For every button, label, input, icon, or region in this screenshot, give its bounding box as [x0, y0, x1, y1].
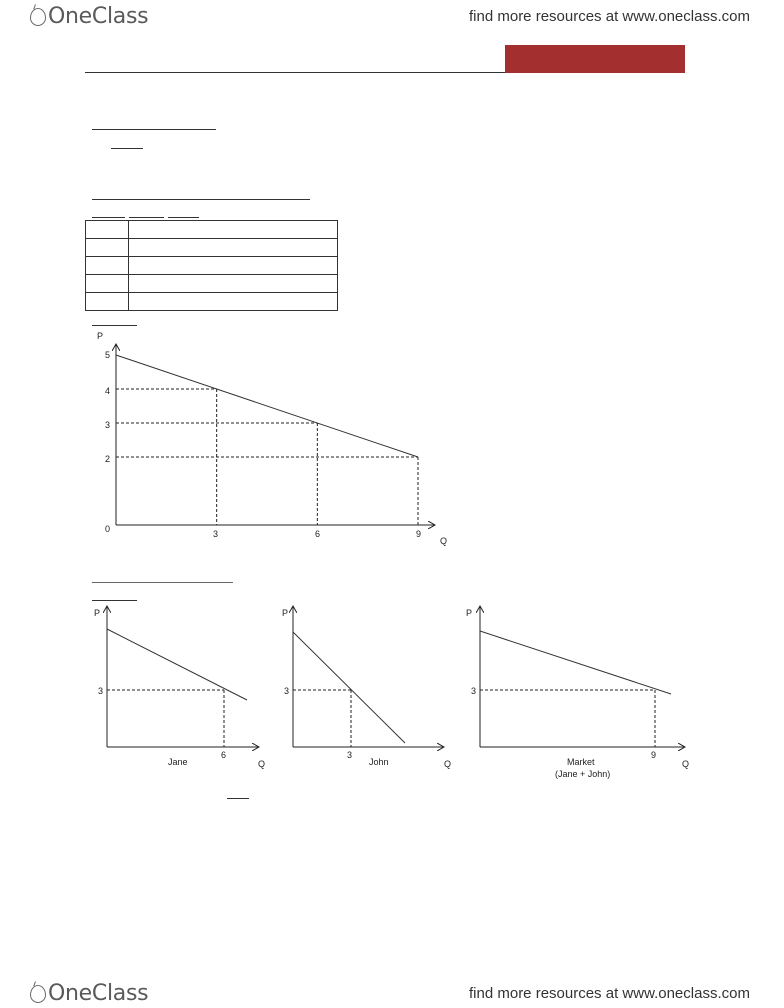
table-cell: [86, 275, 129, 293]
jane-caption: Jane: [168, 757, 188, 767]
table-row: [86, 275, 338, 293]
figure-underline-2: [92, 600, 137, 601]
market-demand-line: [480, 631, 671, 694]
john-x-axis-label: Q: [444, 759, 452, 769]
oneclass-logo-icon: [30, 8, 46, 26]
table-cell: [86, 239, 129, 257]
john-y-axis-label: P: [282, 608, 289, 618]
table-cell: [129, 221, 338, 239]
title-bar: [505, 45, 685, 73]
market-y-tick-label: 3: [471, 686, 477, 696]
oneclass-logo-icon: [30, 985, 46, 1003]
header-logo-text: OneClass: [48, 4, 149, 29]
market-caption-line1: Market: [567, 757, 595, 767]
section-underline-2: [92, 582, 233, 583]
john-demand-line: [293, 632, 405, 743]
table-row: [86, 239, 338, 257]
main-y-axis-label: P: [97, 331, 104, 341]
header-rule: [85, 72, 505, 73]
term-underline: [111, 148, 143, 149]
column-underline-2: [129, 217, 164, 218]
market-x-axis-label: Q: [682, 759, 690, 769]
market-caption-line2: (Jane + John): [555, 769, 611, 779]
jane-y-axis-label: P: [94, 608, 101, 618]
table-cell: [86, 221, 129, 239]
main-x-axis-label: Q: [440, 536, 448, 546]
jane-x-tick-label: 6: [221, 750, 227, 760]
table-cell: [86, 257, 129, 275]
john-y-tick-label: 3: [284, 686, 290, 696]
jane-y-tick-label: 3: [98, 686, 104, 696]
header-tagline[interactable]: find more resources at www.oneclass.com: [469, 8, 750, 25]
table-cell: [86, 293, 129, 311]
jane-x-axis-label: Q: [258, 759, 266, 769]
header-logo[interactable]: [30, 4, 148, 29]
note-underline: [227, 798, 249, 799]
main-y-tick-label: 5: [105, 350, 111, 360]
john-x-tick-label: 3: [347, 750, 353, 760]
column-underline-1: [92, 217, 125, 218]
main-x-tick-label: 3: [213, 529, 219, 539]
section-underline: [92, 199, 310, 200]
main-origin-label: 0: [105, 524, 111, 534]
table-row: [86, 257, 338, 275]
data-table: [85, 220, 338, 311]
john-caption: John: [369, 757, 389, 767]
footer-tagline[interactable]: find more resources at www.oneclass.com: [469, 985, 750, 1002]
table-cell: [129, 257, 338, 275]
column-underline-3: [168, 217, 199, 218]
footer-logo[interactable]: [30, 981, 148, 1006]
table-row: [86, 293, 338, 311]
main-y-tick-label: 3: [105, 420, 111, 430]
market-x-tick-label: 9: [651, 750, 657, 760]
main-y-tick-label: 4: [105, 386, 111, 396]
table-cell: [129, 275, 338, 293]
heading-underline: [92, 129, 216, 130]
jane-demand-line: [107, 629, 247, 700]
main-x-tick-label: 9: [416, 529, 422, 539]
table-row: [86, 221, 338, 239]
main-y-tick-label: 2: [105, 454, 111, 464]
main-demand-line: [116, 355, 418, 457]
market-y-axis-label: P: [466, 608, 473, 618]
table-cell: [129, 239, 338, 257]
table-cell: [129, 293, 338, 311]
footer-logo-text: OneClass: [48, 981, 149, 1006]
figure-underline: [92, 325, 137, 326]
main-x-tick-label: 6: [315, 529, 321, 539]
